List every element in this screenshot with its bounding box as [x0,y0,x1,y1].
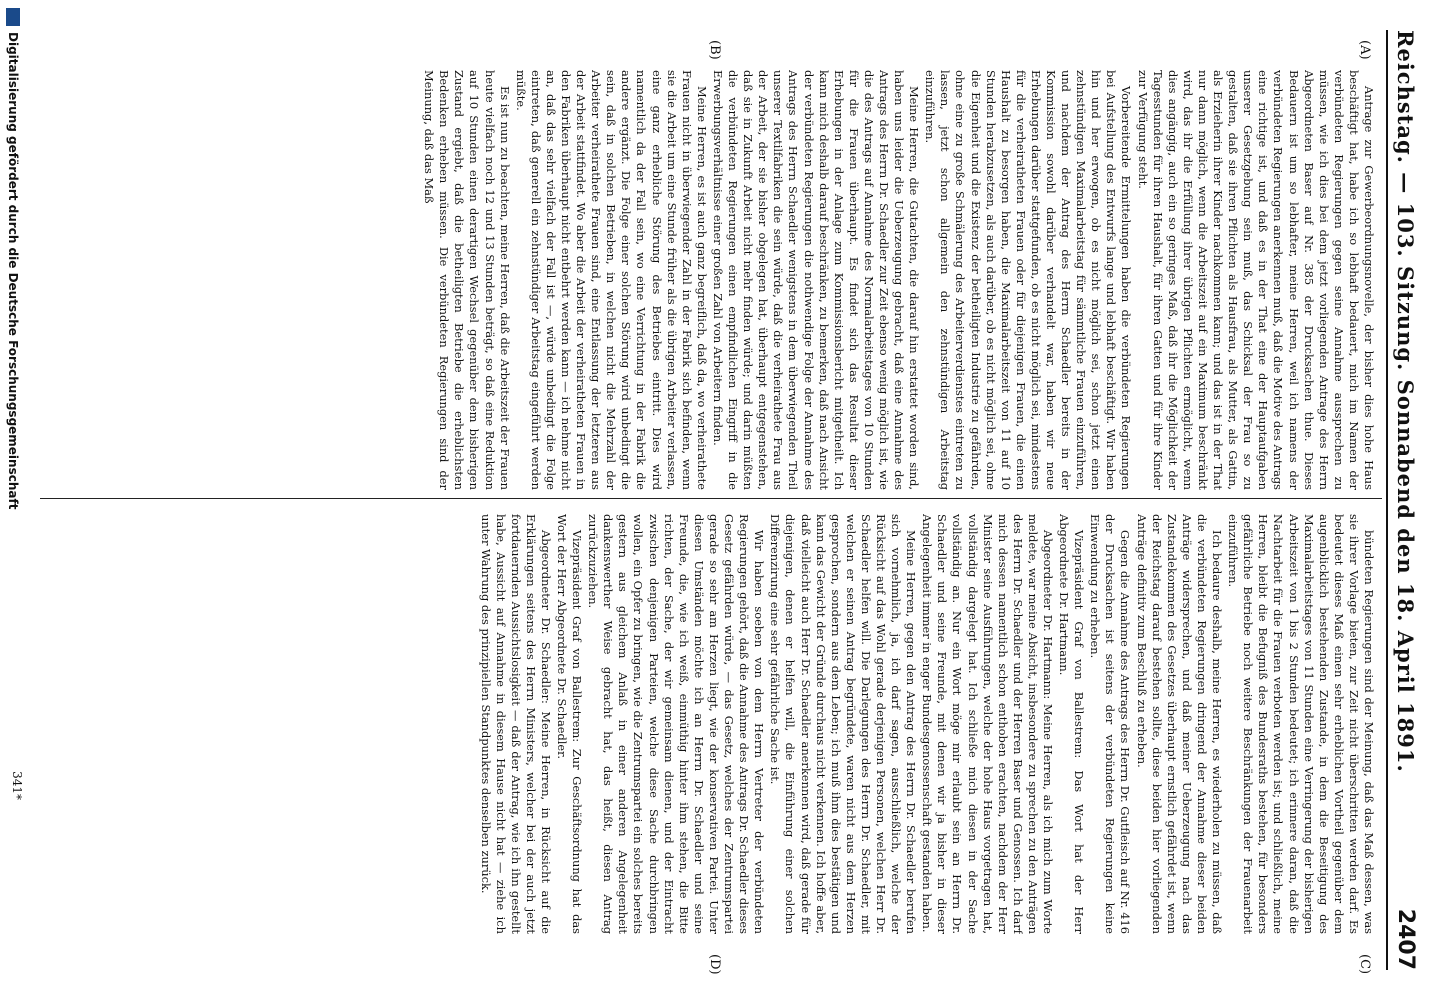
paragraph: Wir haben soeben von dem Herrn Vertreter der verbündeten Regierungen gehört, daß die Annahme des Antrags Dr. Schaedler dieses Gesetz gefährden würde, — das Gesetz, welches der Zentrumspartei gerade so sehr am Herzen liegt, wie der konservativen Partei. Unter diesen Umständen möchte ich an Herrn Dr. Schaedler und seine Freunde, die, wie ich weiß, einmüthig hinter ihm stehen, die Bitte richten, der Sache, der wir gemeinsam dienen, und der Eintracht zwischen denjenigen Parteien, welche diese Sache durchbringen wollen, ein Opfer zu bringen, wie die Zentrumspartei ein solches bereits gestern aus gleichem Anlaß in einer anderen Angelegenheit dankenswerther Weise gebracht hat, das heißt, diesen Antrag zurückzuziehen. [586,514,767,934]
paragraph: Ich bedaure deshalb, meine Herren, es wiederholen zu müssen, daß die verbündeten Regierungen dringend der Annahme dieser beiden Anträge widersprechen, und daß meiner Ueberzeugung nach das Zustandekommen des Gesetzes überhaupt ernstlich gefährdet ist, wenn der Reichstag darauf bestehen sollte, diese beiden hier vorliegenden Anträge definitiv zum Beschluß zu erheben. [1134,514,1225,934]
running-title: Reichstag. — 103. Sitzung. Sonnabend den 18. April 1891. [1393,30,1419,773]
margin-letter-a: (A) [1357,40,1372,60]
speaker-paragraph: Vizepräsident Graf von Ballestrem: Das Wort hat der Herr Abgeordnete Dr. Hartmann. [1057,514,1087,934]
dfg-logo-icon [6,8,20,26]
right-column [40,514,1376,934]
paragraph: Vorbereitende Ermittelungen haben die verbündeten Regierungen bei Aufstellung des Entwurfs lange und lebhaft beschäftigt. Wir haben hin und her erwogen, ob es nicht möglich sei, schon jetzt einen zehnstündigen Maximalarbeitstag für sämmtliche Frauen einzuführen, und nachdem der Antrag des Herrn Schaedler bereits in der Kommission sowohl darüber verhandelt war, haben wir neue Erhebungen darüber stattgefunden, ob es nicht möglich sei, mindestens für die verheiratheten Frauen oder für diejenigen Frauen, die einen Haushalt zu besorgen haben, die Maximalarbeitszeit von 11 auf 10 Stunden herabzusetzen, als auch darüber, ob es nicht möglich sei, ohne die Eigenheit und die Existenz der betheiligten Industrie zu gefährden, ohne eine zu große Schmälerung des Arbeiterverdienstes eintreten zu lassen, jetzt schon allgemein den zehnstündigen Arbeitstag einzuführen. [923,70,1134,490]
paragraph: Antrage zur Gewerbeordnungsnovelle, der bisher dies hohe Haus beschäftigt hat, habe ich so lebhaft bedauert, mich im Namen der verbündeten Regierungen gegen seine Annahme aussprechen zu müssen, wie ich dies bei dem jetzt vorliegenden Antrage des Herrn Abgeordneten Baser auf Nr. 385 der Drucksachen thue. Dieses Bedauern ist um so lebhafter, meine Herren, weil ich namens der verbündeten Regierungen anerkennen muß, daß die Motive des Antrags eine richtige ist, und daß es in der That eine der Hauptaufgaben unserer Gesetzgebung sein muß, das Schicksal der Frau so zu gestalten, daß sie ihren Pflichten als Hausfrau, als Mutter, als Gattin, als Erzieherin ihrer Kinder nachkommen kann; und das ist in der That nur dann möglich, wenn die Arbeitszeit auf ein Maximum beschränkt wird, das ihr die Erfüllung ihrer übrigen Pflichten ermöglicht, wenn dies angängig, auch ein so geringes Maß, daß ihr die Möglichkeit der Tagesstunden für ihren Haushalt, für ihren Gatten und für ihre Kinder zur Verfügung steht. [1135,70,1376,490]
paragraph: bündeten Regierungen sind der Meinung, daß das Maß dessen, was sie ihrer Vorlage bieten, zur Zeit nicht überschritten werden darf. Es bedeutet dieses Maß einen sehr erheblichen Vortheil gegenüber dem augenblicklich bestehenden Zustande, in dem die Beseitigung des Maximalarbeitstages von 11 Stunden eine Verringerung der bisherigen Arbeitszeit von 1 bis 2 Stunden bedeutet; ich erinnere daran, daß die Nachtarbeit für die Frauen verboten werden ist; und schließlich, meine Herren, bleibt die Befugniß des Bundesraths bestehen, für besonders gefährliche Betriebe noch weitere Beschränkungen der Frauenarbeit einzuführen. [1226,514,1376,934]
sheet-mark: 341* [10,771,24,800]
left-column [40,70,1376,490]
page-header [1386,30,1424,970]
margin-letter-c: (C) [1357,954,1372,975]
margin-letter-b: (B) [707,40,722,60]
paragraph: Es ist nun zu beachten, meine Herren, daß die Arbeitszeit der Frauen heute vielfach noch 12 und 13 Stunden beträgt, so daß eine Reduktion auf 10 Stunden einen derartigen Wechsel gegenüber dem bisherigen Zustand ergiebt, daß die betheiligten Betriebe die erheblichsten Bedenken erheben müssen. Die verbündeten Regierungen sind der Meinung, daß das Maß [422,70,512,490]
paragraph: Meine Herren, gegen den Antrag des Herrn Dr. Schaedler berufen sich vornehmlich, ja, ich darf sagen, ausschließlich, welche der Rücksicht auf das Wohl gerade derjenigen Personen, welchen Herr Dr. Schaedler helfen will. Die Darlegungen des Herrn Dr. Schaedler, mit welchen er seinen Antrag begründete, waren nicht aus dem Herzen gesprochen, sondern aus dem Leben; ich muß ihm dies bestätigen und kann das Gewicht der Gründe durchaus nicht verkennen. Ich hoffe aber, daß vielleicht auch Herr Dr. Schaedler anerkennen wird, daß gerade für diejenigen, denen er helfen will, die Einführung einer solchen Differenzirung eine sehr gefährliche Sache ist. [768,514,919,934]
credit-text: Digitalisierung gefördert durch die Deutsche Forschungsgemeinschaft [6,32,20,510]
column-divider [40,498,1382,499]
paragraph: Gegen die Annahme des Antrags des Herrn Dr. Gutfleisch auf Nr. 416 der Drucksachen ist seitens der verbündeten Regierungen keine Einwendung zu erheben. [1088,514,1133,934]
paragraph: Meine Herren, die Gutachten, die darauf hin erstattet worden sind, haben uns leider die Ueberzeugung gebracht, daß eine Annahme des Antrags des Herrn Dr. Schaedler zur Zeit ebenso wenig möglich ist, wie die des Antrags auf Annahme des Normalarbeitstages von 10 Stunden für die Frauen überhaupt. Es findet sich das Resultat dieser Erhebungen in der Anlage zum Kommissionsbericht mitgetheilt. Ich kann mich deshalb darauf beschränken, zu bemerken, daß nach Ansicht der verbündeten Regierungen die nothwendige Folge der Annahme des Antrags des Herrn Schaedler wenigstens in dem überwiegenden Theil unserer Textilfabriken die sein würde, daß die verheirathete Frau aus der Arbeit, der sie bisher obgelegen hat, überhaupt entgegenstehen, daß sie in Zukunft Arbeit nicht mehr finden würde; und darin müßten die verbündeten Regierungen einen empfindlichen Eingriff in die Erwerbungsverhältnisse einer großen Zahl von Arbeitern finden. [710,70,922,490]
speaker-paragraph: Abgeordneter Dr. Schaedler: Meine Herren, in Rücksicht auf die Erklärungen seitens des Herrn Ministers, welcher bei der auch jetzt fortdauernden Aussichtslosigkeit — daß der Antrag, wie ich ihn gestellt habe, Aussicht auf Annahme in diesem Hause nicht hat — ziehe ich unter Wahrung des prinzipiellen Standpunktes denselben zurück. [478,514,553,934]
margin-letter-d: (D) [707,954,722,975]
digitization-credit [2,0,24,1000]
speaker-paragraph: Abgeordneter Dr. Hartmann: Meine Herren, als ich mich zum Worte meldete, war meine Absicht, insbesondere zu sprechen zu den Anträgen des Herrn Dr. Schaedler und der Herren Baser und Genossen. Ich darf mich dessen namentlich schon enthoben erachten, nachdem der Herr Minister seine Ausführungen, welche der hohe Haus vorgetragen hat, vollständig dargelegt hat. Ich schließe mich diesen in der Sache vollständig an. Nur ein Wort möge mir erlaubt sein an Herrn Dr. Schaedler und seine Freunde, mit denen wir ja bisher in dieser Angelegenheit immer in enger Bundesgenossenschaft gestanden haben. [920,514,1056,934]
paragraph: Meine Herren, es ist auch ganz begreiflich, daß da, wo verheirathete Frauen nicht in überwiegender Zahl in der Fabrik sich befinden, wenn sie die Arbeit um eine Stunde früher als die übrigen Arbeiter verlassen, eine ganz erhebliche Störung des Betriebes eintritt. Dies wird namentlich da der Fall sein, wo eine Verrichtung in der Fabrik die andere ergänzt. Die Folge einer solchen Störung wird unbedingt die sein, daß in solchen Betrieben, in welchen nicht die Mehrzahl der Arbeiter verheirathete Frauen sind, eine Entlassung der letzteren aus der Arbeit stattfindet. Wo aber die Arbeit der verheiratheten Frauen in den Fabriken überhaupt nicht entbehrt werden kann — ich nehme nicht an, daß das sehr vielfach der Fall ist —, würde unbedingt die Folge eintreten, daß generell ein zehnstündiger Arbeitstag eingeführt werden müßte. [513,70,709,490]
speaker-paragraph: Vizepräsident Graf von Ballestrem: Zur Geschäftsordnung hat das Wort der Herr Abgeordnete Dr. Schaedler. [555,514,585,934]
page-number: 2407 [1393,908,1419,970]
